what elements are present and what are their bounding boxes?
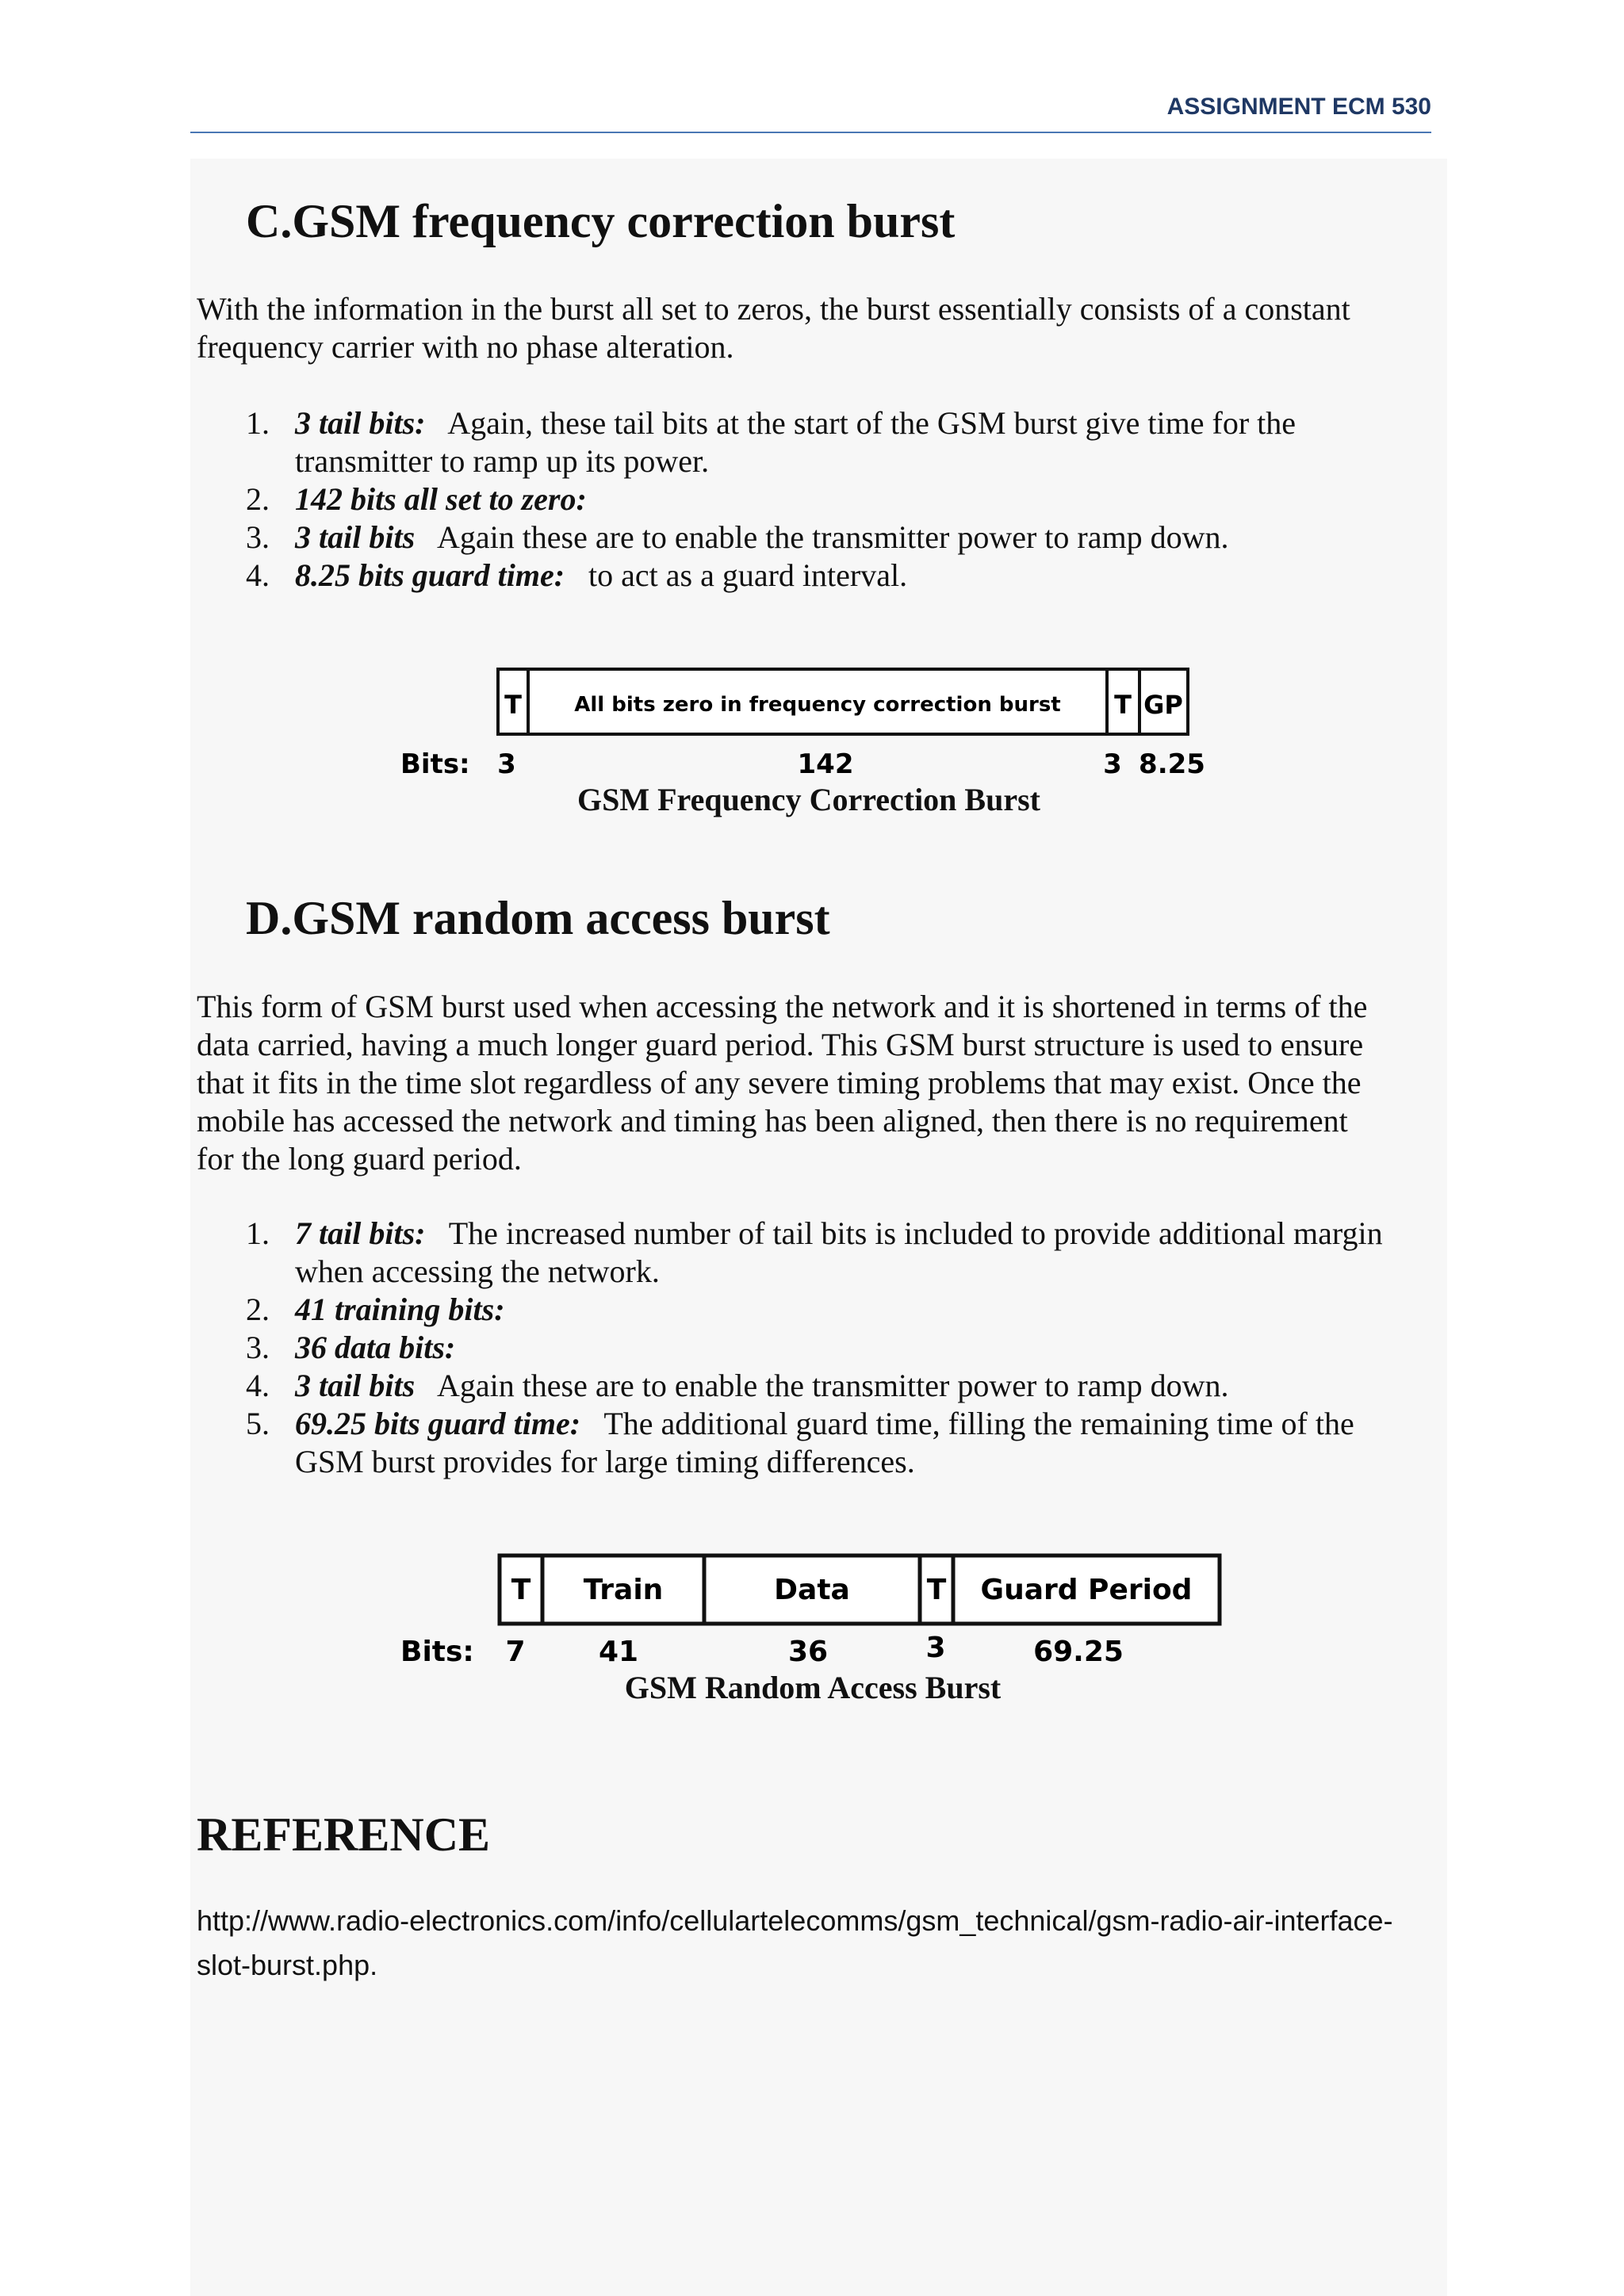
list-item — [197, 557, 1434, 595]
intro-line: frequency carrier with no phase alteration. — [197, 329, 734, 365]
field-train: Train — [583, 1574, 664, 1606]
list-text-cont: when accessing the network. — [295, 1253, 660, 1289]
page-header: ASSIGNMENT ECM 530 — [1166, 94, 1431, 120]
list-label: 3 tail bits — [295, 1368, 416, 1403]
list-label: 69.25 bits guard time: — [295, 1406, 581, 1441]
field-all-bits-zero: All bits zero in frequency correction burst — [574, 693, 1061, 717]
bits-value: 36 — [787, 1636, 829, 1668]
bits-value: 7 — [505, 1636, 526, 1668]
list-text: The increased number of tail bits is included to provide additional margin — [448, 1215, 1383, 1251]
list-number: 3. — [246, 1330, 270, 1365]
list-text: The additional guard time, filling the remaining time of the — [603, 1406, 1354, 1441]
list-number: 4. — [246, 557, 270, 593]
diagram-caption: GSM Frequency Correction Burst — [576, 782, 1040, 817]
list-item — [197, 1291, 1434, 1329]
list-item — [197, 519, 1434, 557]
list-number: 2. — [246, 481, 270, 517]
list-item — [197, 1405, 1434, 1481]
list-text: Again these are to enable the transmitter power to ramp down. — [436, 519, 1229, 555]
bits-value: 69.25 — [1033, 1636, 1124, 1668]
list-text: to act as a guard interval. — [588, 557, 908, 593]
list-item — [197, 480, 1434, 519]
section-d-list — [197, 1215, 1434, 1481]
list-label: 7 tail bits: — [295, 1215, 426, 1251]
list-label: 3 tail bits — [295, 519, 416, 555]
bits-label: Bits: — [400, 1636, 474, 1668]
field-guard-period: Guard Period — [980, 1574, 1193, 1606]
bits-value: 3 — [925, 1632, 946, 1664]
intro-line: that it fits in the time slot regardless of any severe timing problems that may exist. Once the — [197, 1065, 1362, 1100]
list-label: 142 bits all set to zero: — [295, 481, 587, 517]
field-data: Data — [774, 1574, 850, 1606]
section-c-intro — [197, 290, 1434, 366]
bits-value: 8.25 — [1139, 748, 1205, 780]
list-number: 5. — [246, 1406, 270, 1441]
diagram-caption: GSM Random Access Burst — [624, 1670, 1002, 1705]
list-label: 3 tail bits: — [295, 405, 426, 441]
list-text: Again, these tail bits at the start of the GSM burst give time for the — [447, 405, 1297, 441]
bits-label: Bits: — [400, 748, 470, 780]
bits-value: 41 — [598, 1636, 639, 1668]
reference-url — [197, 1899, 1434, 1988]
list-number: 1. — [246, 1215, 270, 1251]
intro-line: With the information in the burst all set to zeros, the burst essentially consists of a constant — [197, 291, 1350, 327]
list-item — [197, 1329, 1434, 1367]
field-gp: GP — [1143, 690, 1183, 720]
list-text-cont: GSM burst provides for large timing differences. — [295, 1444, 915, 1479]
reference-heading: REFERENCE — [197, 1808, 491, 1861]
list-text: Again these are to enable the transmitter power to ramp down. — [436, 1368, 1229, 1403]
field-t: T — [511, 1574, 531, 1606]
intro-line: data carried, having a much longer guard period. This GSM burst structure is used to ensure — [197, 1027, 1364, 1062]
list-text-cont: transmitter to ramp up its power. — [295, 443, 710, 479]
intro-line: for the long guard period. — [197, 1141, 522, 1177]
section-d-intro — [197, 988, 1434, 1178]
random-access-burst-diagram — [389, 1546, 1245, 1673]
reference-url-line: http://www.radio-electronics.com/info/cellulartelecomms/gsm_technical/gsm-radio-air-interface- — [197, 1904, 1393, 1937]
list-number: 1. — [246, 405, 270, 441]
header-rule — [190, 132, 1431, 133]
section-d-heading: D.GSM random access burst — [246, 892, 830, 944]
section-c-list — [197, 404, 1434, 595]
list-label: 41 training bits: — [295, 1292, 505, 1327]
list-item — [197, 404, 1434, 480]
list-item — [197, 1215, 1434, 1291]
reference-url-line: slot-burst.php. — [197, 1949, 378, 1981]
list-label: 8.25 bits guard time: — [295, 557, 565, 593]
intro-line: mobile has accessed the network and timing has been aligned, then there is no requirement — [197, 1103, 1348, 1138]
intro-line: This form of GSM burst used when accessing the network and it is shortened in terms of the — [197, 989, 1368, 1024]
field-t: T — [926, 1574, 947, 1606]
section-c-heading: C.GSM frequency correction burst — [246, 195, 956, 247]
list-label: 36 data bits: — [295, 1330, 456, 1365]
bits-value: 3 — [1103, 748, 1122, 780]
field-t: T — [504, 690, 522, 720]
list-number: 3. — [246, 519, 270, 555]
list-number: 4. — [246, 1368, 270, 1403]
bits-value: 3 — [497, 748, 516, 780]
field-t: T — [1114, 690, 1132, 720]
list-item — [197, 1367, 1434, 1405]
list-number: 2. — [246, 1292, 270, 1327]
bits-value: 142 — [797, 748, 854, 780]
frequency-correction-burst-diagram — [389, 658, 1245, 785]
